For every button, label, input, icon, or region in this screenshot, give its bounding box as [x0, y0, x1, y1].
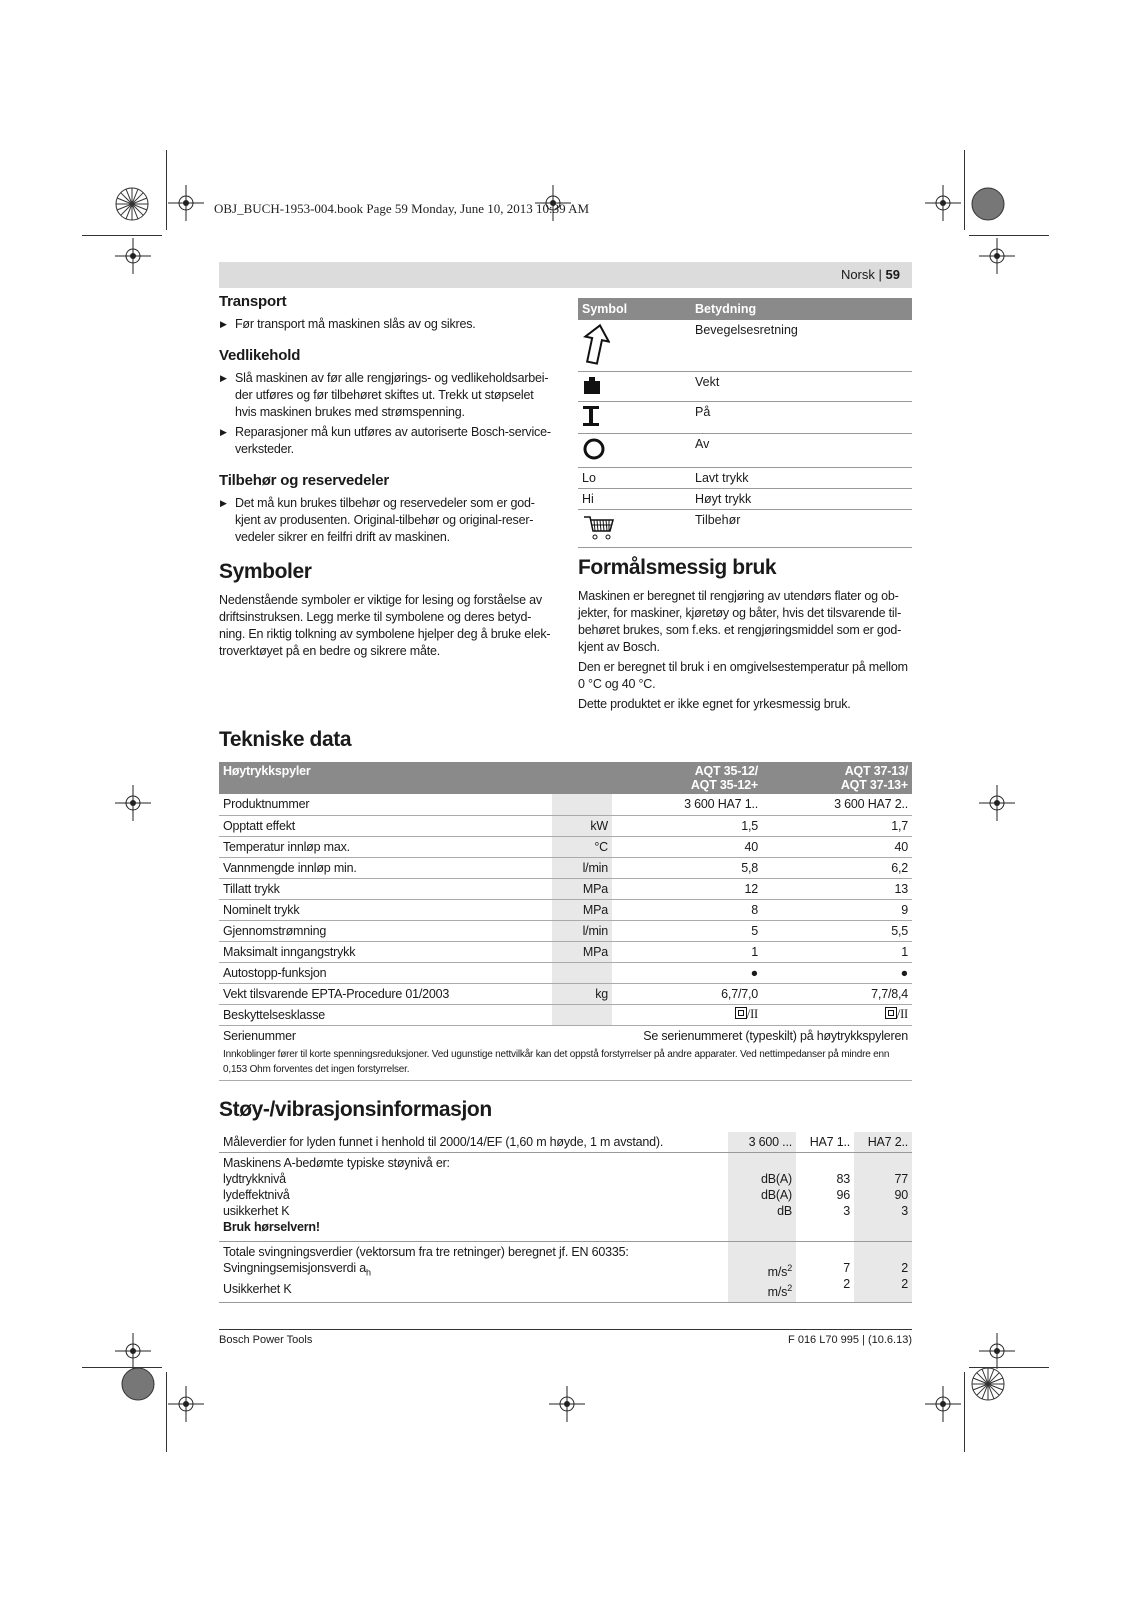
section-title-vedlikehold: Vedlikehold: [219, 347, 301, 364]
power-on-icon: [582, 416, 600, 430]
model-header-1: AQT 35-12/ AQT 35-12+: [612, 762, 762, 794]
list-item: ▶ Slå maskinen av før alle rengjørings- og vedlikeholdsarbei-der utføres og før tilbehøret skiftes ut. Trekk ut støpselet hvis maskinen brukes med strømspenning.: [219, 370, 553, 421]
hearing-protection-warning: Bruk hørselvern!: [223, 1220, 320, 1234]
section-title-symboler: Symboler: [219, 560, 312, 583]
crosshair-mark: [115, 1333, 151, 1369]
crosshair-mark: [925, 1386, 961, 1422]
table-row: Totale svingningsverdier (vektorsum fra tre retninger) beregnet jf. EN 60335: Svingningsemisjonsverdi $a_h$ Usikkerhet K $m/s^2$ $m/s^2$ 7 2 2 2: [219, 1242, 912, 1303]
footer-brand: Bosch Power Tools: [219, 1334, 313, 1346]
registration-mark: [118, 1364, 158, 1404]
table-row: Nominelt trykk MPa 8 9: [219, 899, 912, 920]
crosshair-mark: [979, 1333, 1015, 1369]
crosshair-mark: [115, 785, 151, 821]
crosshair-mark: [115, 238, 151, 274]
crosshair-mark: [925, 185, 961, 221]
trim-line: [964, 1372, 965, 1452]
section-title-tilbehor: Tilbehør og reservedeler: [219, 472, 389, 489]
table-row: Lo Lavt trykk: [578, 468, 912, 489]
registration-mark: [112, 184, 152, 224]
power-off-icon: [582, 450, 606, 464]
trim-line: [82, 1367, 162, 1368]
table-row: Vekt: [578, 372, 912, 402]
crosshair-mark: [549, 1386, 585, 1422]
protection-class-icon: [735, 1007, 747, 1019]
crosshair-mark: [979, 785, 1015, 821]
trim-line: [166, 1372, 167, 1452]
left-column: [219, 293, 553, 660]
file-slug: OBJ_BUCH-1953-004.book Page 59 Monday, June 10, 2013 10:39 AM: [214, 201, 590, 216]
page-number: 59: [885, 267, 900, 282]
table-row: Beskyttelsesklasse /II /II: [219, 1004, 912, 1025]
trim-line: [969, 235, 1049, 236]
symbol-table: [578, 298, 912, 548]
crosshair-mark: [168, 1386, 204, 1422]
trim-line: [969, 1367, 1049, 1368]
weight-icon: [582, 384, 602, 398]
table-row: Opptatt effekt kW 1,5 1,7: [219, 815, 912, 836]
table-row: Temperatur innløp max. °C 40 40: [219, 836, 912, 857]
table-row: Vekt tilsvarende EPTA-Procedure 01/2003 kg 6,7/7,0 7,7/8,4: [219, 983, 912, 1004]
cart-icon: [582, 530, 616, 544]
table-row: Tillatt trykk MPa 12 13: [219, 878, 912, 899]
trim-line: [166, 150, 167, 230]
protection-class-icon: [885, 1007, 897, 1019]
trim-line: [964, 150, 965, 230]
registration-mark: [968, 184, 1008, 224]
model-header-2: AQT 37-13/ AQT 37-13+: [762, 762, 912, 794]
section-title-noise: Støy-/vibrasjonsinformasjon: [219, 1098, 492, 1121]
section-title-tekniske: Tekniske data: [219, 728, 352, 751]
page-header: Norsk | 59: [219, 262, 912, 288]
header-language: Norsk: [840, 267, 875, 282]
right-column: [578, 298, 912, 713]
formal-text: Den er beregnet til bruk i en omgivelsestemperatur på mellom 0 °C og 40 °C.: [578, 660, 908, 691]
section-title-formal: Formålsmessig bruk: [578, 556, 777, 579]
table-row: Maskinens A-bedømte typiske støynivå er: lydtrykknivå lydeffektnivå usikkerhet K Bruk hørselvern! dB(A) dB(A) dB 83 96 3 77 90 3: [219, 1153, 912, 1242]
trim-line: [82, 235, 162, 236]
noise-table: [219, 1132, 912, 1303]
list-item: ▶ Reparasjoner må kun utføres av autoriserte Bosch-service-verksteder.: [219, 424, 553, 458]
table-row: Av: [578, 434, 912, 468]
table-row: Produktnummer 3 600 HA7 1.. 3 600 HA7 2..: [219, 794, 912, 815]
technical-data-table: [219, 762, 912, 1081]
table-row: Serienummer Se serienummeret (typeskilt) på høytrykkspyleren: [223, 1028, 908, 1043]
table-row: Hi Høyt trykk: [578, 489, 912, 510]
meaning-header: Betydning: [691, 298, 912, 320]
list-item: ▶ Før transport må maskinen slås av og sikres.: [219, 316, 553, 333]
footer-docnumber: F 016 L70 995 | (10.6.13): [788, 1334, 912, 1346]
table-note: Innkoblinger fører til korte spenningsreduksjoner. Ved ugunstige nettvilkår kan det oppstå forstyrrelser på andre apparater. Ved nettimpedanser på mindre enn 0,153 Ohm forventes det ingen forstyrrelser.: [219, 1046, 912, 1081]
table-row: På: [578, 402, 912, 434]
product-header: Høytrykkspyler: [219, 762, 612, 794]
table-row: Vannmengde innløp min. l/min 5,8 6,2: [219, 857, 912, 878]
section-title-transport: Transport: [219, 293, 287, 310]
formal-text: Maskinen er beregnet til rengjøring av utendørs flater og ob-jekter, for maskiner, kjøretøy og båter, hvis det tilsvarende til-behøret brukes, som f.eks. et rengjøringsmiddel som er god-kjent av Bosch.: [578, 589, 902, 654]
list-item: ▶ Det må kun brukes tilbehør og reservedeler som er god-kjent av produsenten. Original-tilbehør og original-reser-vedeler sikrer en feilfri drift av maskinen.: [219, 495, 553, 546]
symbol-header: Symbol: [578, 298, 691, 320]
table-row: Maksimalt inngangstrykk MPa 1 1: [219, 941, 912, 962]
crosshair-mark: [979, 238, 1015, 274]
table-row: Bevegelsesretning: [578, 320, 912, 372]
footer-divider: [219, 1329, 912, 1330]
crosshair-mark: [168, 185, 204, 221]
symboler-text: Nedenstående symboler er viktige for lesing og forståelse av driftsinstruksen. Legg merke til symbolene og deres betyd-ning. En riktig tolkning av symbolene hjelper deg å bruke elek-troverktøyet på en bedre og sikrere måte.: [219, 593, 551, 658]
formal-text: Dette produktet er ikke egnet for yrkesmessig bruk.: [578, 697, 851, 711]
table-row: Gjennomstrømning l/min 5 5,5: [219, 920, 912, 941]
table-row: Autostopp-funksjon ● ●: [219, 962, 912, 983]
registration-mark: [968, 1364, 1008, 1404]
table-row: Tilbehør: [578, 510, 912, 548]
direction-arrow-icon: [582, 354, 610, 368]
table-row: Måleverdier for lyden funnet i henhold til 2000/14/EF (1,60 m høyde, 1 m avstand). 3 600 ... HA7 1.. HA7 2..: [219, 1132, 912, 1153]
